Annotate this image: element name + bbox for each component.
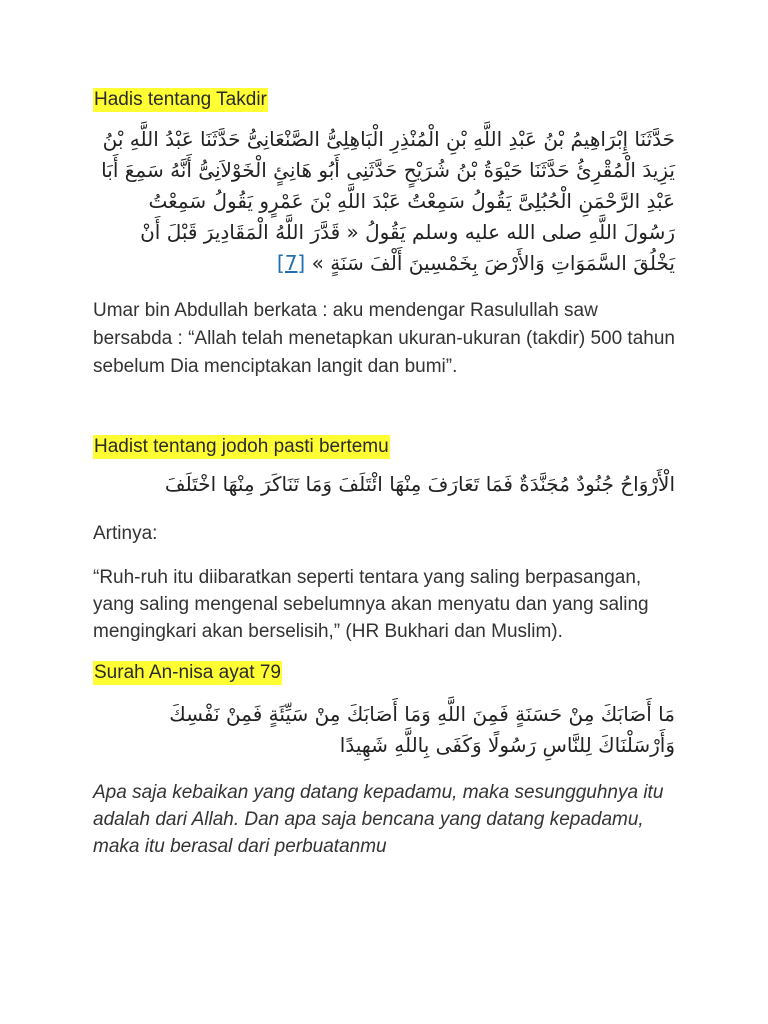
heading-jodoh: Hadist tentang jodoh pasti bertemu (94, 436, 389, 457)
heading-annisa: Surah An-nisa ayat 79 (94, 662, 281, 683)
section-annisa (93, 661, 675, 860)
arabic-hadith-jodoh: الْأَرْوَاحُ جُنُودٌ مُجَنَّدَةٌ فَمَا تَعَارَفَ مِنْهَا ائْتَلَفَ وَمَا تَنَاكَرَ مِنْهَا اخْتَلَفَ (164, 472, 675, 496)
document-page (93, 88, 675, 860)
label-artinya: Artinya: (93, 523, 158, 544)
arabic-ayat-annisa: مَا أَصَابَكَ مِنْ حَسَنَةٍ فَمِنَ اللَّهِ وَمَا أَصَابَكَ مِنْ سَيِّئَةٍ فَمِنْ نَفْسِكَ وَأَرْسَلْنَاكَ لِلنَّاسِ رَسُولًا وَكَفَى بِاللَّهِ شَهِيدًا (169, 702, 675, 757)
footnote-link[interactable]: [7] (276, 251, 306, 275)
section-jodoh (93, 435, 675, 645)
heading-takdir: Hadis tentang Takdir (94, 89, 267, 110)
arabic-hadith-takdir (93, 124, 675, 279)
section-takdir (93, 88, 675, 381)
translation-annisa: Apa saja kebaikan yang datang kepadamu, maka sesungguhnya itu adalah dari Allah. Dan apa saja bencana yang datang kepadamu, maka itu berasal dari perbuatanmu (93, 782, 664, 857)
translation-jodoh: “Ruh-ruh itu diibaratkan seperti tentara yang saling berpasangan, yang saling mengenal sebelumnya akan menyatu dan yang saling mengingkari akan berselisih,” (HR Bukhari dan Muslim). (93, 567, 649, 642)
translation-takdir: Umar bin Abdullah berkata : aku mendengar Rasulullah saw bersabda : “Allah telah menetapkan ukuran-ukuran (takdir) 500 tahun sebelum Dia menciptakan langit dan bumi”. (93, 300, 675, 377)
arabic-hadith-takdir-text: حَدَّثَنَا إِبْرَاهِيمُ بْنُ عَبْدِ اللَّهِ بْنِ الْمُنْذِرِ الْبَاهِلِىُّ الصَّنْعَانِىُّ حَدَّثَنَا عَبْدُ اللَّهِ بْنُ يَزِيدَ الْمُقْرِئُ حَدَّثَنَا حَيْوَةُ بْنُ شُرَيْحٍ حَدَّثَنِى أَبُو هَانِئٍ الْخَوْلاَنِىُّ أَنَّهُ سَمِعَ أَبَا عَبْدِ الرَّحْمَنِ الْحُبُلِىَّ يَقُولُ سَمِعْتُ عَبْدَ اللَّهِ بْنَ عَمْرٍو يَقُولُ سَمِعْتُ رَسُولَ اللَّهِ صلى الله عليه وسلم يَقُولُ « قَدَّرَ اللَّهُ الْمَقَادِيرَ قَبْلَ أَنْ يَخْلُقَ السَّمَوَاتِ وَالأَرْضَ بِخَمْسِينَ أَلْفَ سَنَةٍ » (101, 127, 675, 275)
